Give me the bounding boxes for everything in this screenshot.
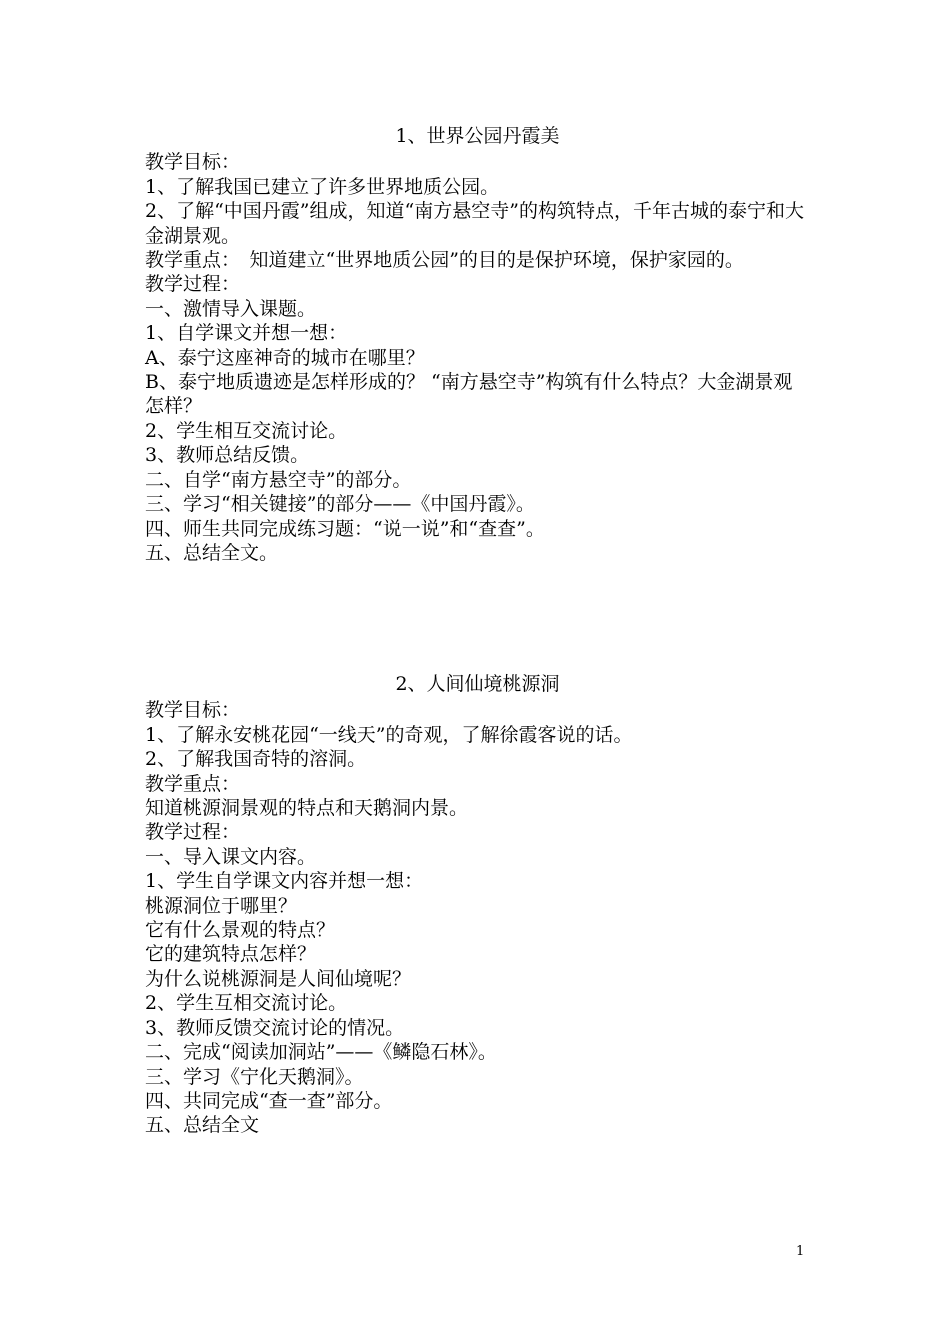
text-line: 五、总结全文: [145, 1114, 260, 1137]
text-line: 一、导入课文内容。: [145, 845, 317, 868]
text-line: 二、完成“阅读加洞站”——《鳞隐石林》。: [145, 1041, 497, 1064]
section-title: 2、人间仙境桃源洞: [395, 673, 560, 695]
text-line: 教学过程：: [145, 273, 241, 296]
text-line: 桃源洞位于哪里？: [145, 894, 298, 917]
lesson-section-1: [145, 124, 810, 565]
lesson-section-2: [145, 672, 810, 1138]
text-line: A、泰宁这座神奇的城市在哪里？: [145, 346, 425, 369]
text-line: 三、学习“相关键接”的部分——《中国丹霞》。: [145, 493, 535, 516]
text-line: 2、了解我国奇特的溶洞。: [145, 748, 367, 771]
text-line: 教学重点：: [145, 772, 241, 795]
text-line: B、泰宁地质遗迹是怎样形成的？ “南方悬空寺”构筑有什么特点？大金湖景观怎样？: [145, 371, 793, 418]
text-line: 四、共同完成“查一查”部分。: [145, 1089, 393, 1112]
text-line: 教学重点： 知道建立“世界地质公园”的目的是保护环境，保护家园的。: [145, 249, 744, 272]
text-line: 3、教师总结反馈。: [145, 444, 310, 467]
text-line: 知道桃源洞景观的特点和天鹅洞内景。: [145, 797, 469, 820]
text-line: 1、了解我国已建立了许多世界地质公园。: [145, 175, 500, 198]
text-line: 五、总结全文。: [145, 541, 279, 564]
text-line: 它有什么景观的特点？: [145, 919, 336, 942]
text-line: 它的建筑特点怎样？: [145, 943, 317, 966]
text-line: 2、学生相互交流讨论。: [145, 419, 348, 442]
text-line: 教学目标：: [145, 151, 241, 174]
text-line: 二、自学“南方悬空寺”的部分。: [145, 468, 412, 491]
text-line: 3、教师反馈交流讨论的情况。: [145, 1016, 405, 1039]
text-line: 2、学生互相交流讨论。: [145, 992, 348, 1015]
section-title: 1、世界公园丹霞美: [395, 125, 560, 147]
text-line: 三、学习《宁化天鹅洞》。: [145, 1065, 364, 1088]
text-line: 一、激情导入课题。: [145, 297, 317, 320]
text-line: 1、学生自学课文内容并想一想：: [145, 870, 424, 893]
page-number: 1: [796, 1244, 805, 1259]
text-line: 教学目标：: [145, 699, 241, 722]
text-line: 1、了解永安桃花园“一线天”的奇观，了解徐霞客说的话。: [145, 723, 633, 746]
text-line: 2、了解“中国丹霞”组成，知道“南方悬空寺”的构筑特点，千年古城的泰宁和大金湖景观。: [145, 200, 804, 247]
text-line: 为什么说桃源洞是人间仙境呢？: [145, 967, 412, 990]
text-line: 1、自学课文并想一想：: [145, 322, 348, 345]
text-line: 四、师生共同完成练习题：“说一说”和“查查”。: [145, 517, 545, 540]
text-line: 教学过程：: [145, 821, 241, 844]
